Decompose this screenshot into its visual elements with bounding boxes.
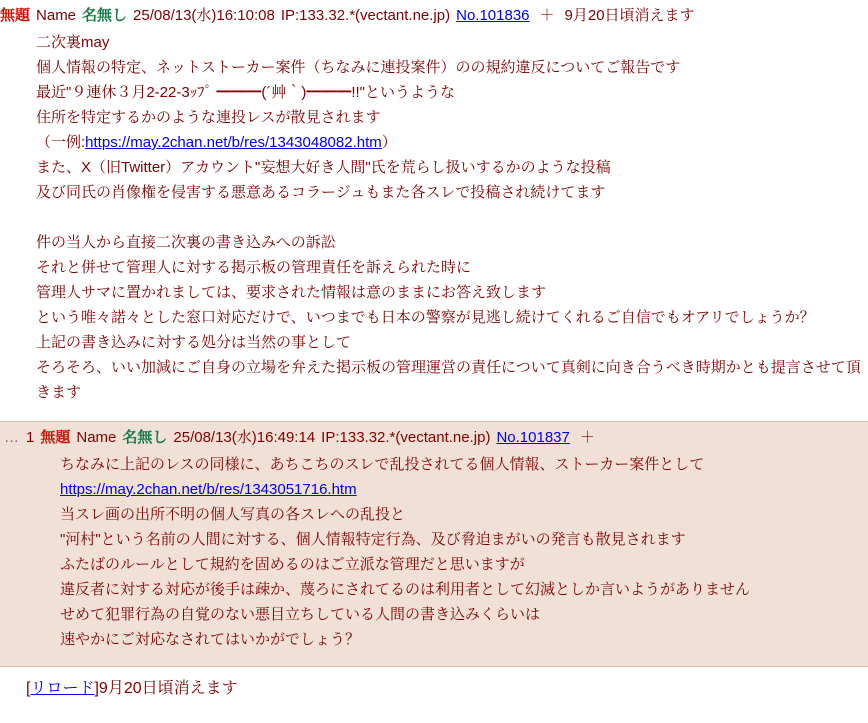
reply-line-with-link [60, 477, 868, 502]
reply-number: 1 [26, 429, 35, 446]
reply-ip-info: IP:133.32.*(vectant.ne.jp) [321, 429, 491, 446]
op-name-label: Name [36, 7, 77, 24]
op-line-with-link [36, 130, 868, 155]
op-datetime: 25/08/13(水)16:10:08 [133, 7, 275, 24]
reply-expand-button[interactable]: ＋ [579, 429, 595, 446]
reply-post-number-link[interactable]: No.101837 [496, 429, 570, 446]
reply-name-label: Name [76, 429, 117, 446]
reply-post [0, 421, 868, 667]
op-link-suffix: ） [381, 134, 397, 151]
op-line: そろそろ、いい加減にご自身の立場を弁えた掲示板の管理運営の責任について真剣に向き合うべき時期かとも提言させて頂きます [36, 359, 861, 401]
footer-bar [0, 667, 868, 701]
op-link-prefix: （一例: [36, 134, 86, 151]
footer-bracket-close: ] [94, 680, 99, 697]
op-line: 二次裏may [36, 34, 110, 51]
op-expire-note: 9月20日頃消えます [564, 7, 695, 24]
reply-line: 違反者に対する対応が後手は疎か、蔑ろにされてるのは利用者として幻滅としか言いようがありません [60, 581, 751, 598]
op-example-link[interactable]: https://may.2chan.net/b/res/1343048082.htm [85, 134, 382, 151]
reply-subject: 無題 [40, 429, 71, 446]
reply-line: "河村"という名前の人間に対する、個人情報特定行為、及び脅迫まがいの発言も散見されます [60, 531, 686, 548]
op-subject: 無題 [0, 7, 31, 24]
op-line: それと併せて管理人に対する掲示板の管理責任を訴えられた時に [36, 259, 472, 276]
reply-line: 速やかにご対応なされてはいかがでしょう？ [60, 631, 361, 648]
reply-line: ちなみに上記のレスの同様に、あちこちのスレで乱投されてる個人情報、ストーカー案件として [60, 456, 705, 473]
reply-thread-link[interactable]: https://may.2chan.net/b/res/1343051716.htm [60, 481, 357, 498]
reply-datetime: 25/08/13(水)16:49:14 [173, 429, 316, 446]
op-blank-line [36, 205, 868, 230]
op-expand-button[interactable]: ＋ [539, 7, 555, 24]
op-line: 件の当人から直接二次裏の書き込みへの訴訟 [36, 234, 336, 251]
op-line: また、X（旧Twitter）アカウント"妄想大好き人間"氏を荒らし扱いするかのような投稿 [36, 159, 611, 176]
op-post-number-link[interactable]: No.101836 [456, 7, 530, 24]
op-line: という唯々諾々とした窓口対応だけで、いつまでも日本の警察が見逃し続けてくれるご自信でもオアリでしょうか？ [36, 309, 815, 326]
footer-expire-note: 9月20日頃消えます [98, 680, 238, 697]
op-line: 上記の書き込みに対する処分は当然の事として [36, 334, 352, 351]
op-line: 管理人サマに置かれましては、要求された情報は意のままにお答え致します [36, 284, 547, 301]
reply-section [0, 421, 868, 667]
reply-poster-name: 名無し [122, 429, 168, 446]
reply-post-body [0, 450, 868, 652]
reply-line: せめて犯罪行為の自覚のない悪目立ちしている人間の書き込みくらいは [60, 606, 541, 623]
reply-line: 当スレ画の出所不明の個人写真の各スレへの乱投と [60, 506, 406, 523]
op-post-header [0, 0, 868, 28]
op-line: 最近"９連休３月2-22-3ｯﾌﾟ ━━━(´艸｀)━━━!!"というような [36, 84, 455, 101]
reply-collapse-dots[interactable]: … [4, 429, 20, 446]
op-line: 個人情報の特定、ネットストーカー案件（ちなみに連投案件）のの規約違反についてご報告です [36, 59, 681, 76]
op-poster-name: 名無し [82, 7, 128, 24]
reply-post-header [0, 422, 868, 450]
reply-line: ふたばのルールとして規約を固めるのはご立派な管理だと思いますが [60, 556, 525, 573]
op-post-body [0, 28, 868, 405]
op-line: 住所を特定するかのような連投レスが散見されます [36, 109, 381, 126]
op-line: 及び同氏の肖像権を侵害する悪意あるコラージュもまた各スレで投稿され続けてます [36, 184, 606, 201]
reload-link[interactable]: リロード [30, 680, 95, 697]
op-ip-info: IP:133.32.*(vectant.ne.jp) [280, 7, 451, 24]
footer-bracket-open: [ [26, 680, 31, 697]
